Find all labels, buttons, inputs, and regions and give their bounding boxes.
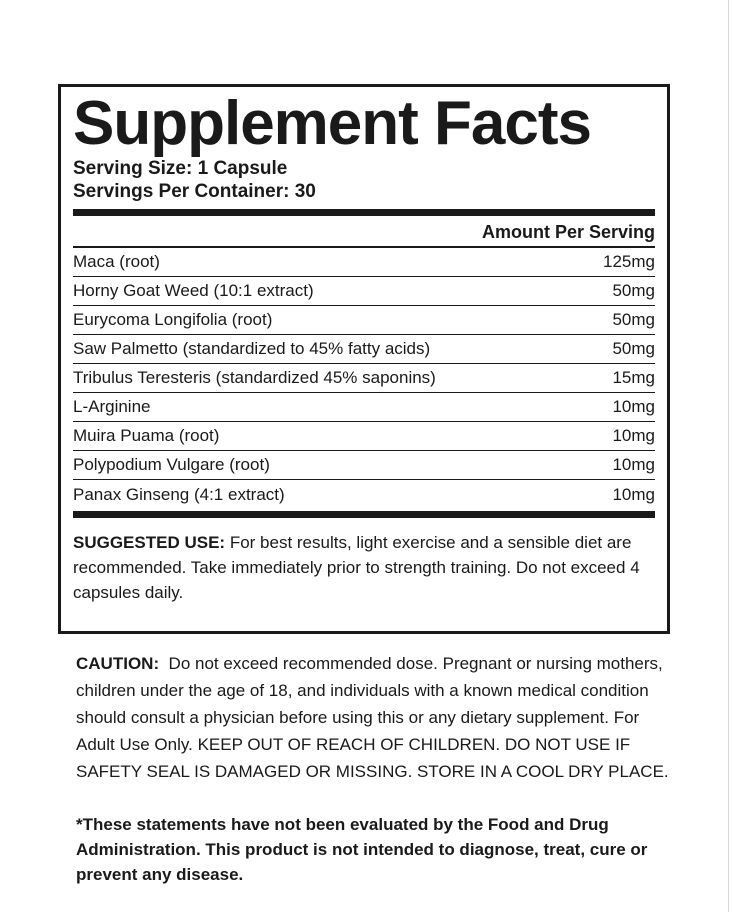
ingredient-name: L-Arginine [73, 397, 151, 416]
servings-per-container-value: 30 [294, 181, 316, 202]
ingredient-amount: 50mg [612, 339, 655, 358]
ingredient-amount: 15mg [612, 368, 655, 387]
caution-paragraph [76, 650, 676, 785]
ingredient-amount: 125mg [603, 252, 655, 271]
page-edge-divider [728, 0, 729, 912]
serving-size: Serving Size: 1 Capsule [73, 158, 288, 179]
ingredient-amount: 50mg [612, 310, 655, 329]
fda-disclaimer: *These statements have not been evaluated by the Food and Drug Administration. This product is not intended to diagnose, treat, cure or prevent any disease. [76, 815, 648, 884]
ingredient-name: Panax Ginseng (4:1 extract) [73, 484, 285, 504]
caution-text: Do not exceed recommended dose. Pregnant or nursing mothers, children under the age of 18, and individuals with a known medical condition should consult a physician before using this or any dietary supplement. For Adult Use Only. KEEP OUT OF REACH OF CHILDREN. DO NOT USE IF SAFETY SEAL IS DAMAGED OR MISSING. STORE IN A COOL DRY PLACE. [76, 654, 669, 781]
ingredient-amount: 10mg [612, 397, 655, 416]
table-row [73, 393, 655, 422]
ingredient-amount: 10mg [612, 426, 655, 445]
bottom-thick-rule [73, 511, 655, 518]
suggested-use-label: SUGGESTED USE: [73, 533, 226, 552]
table-row [73, 335, 655, 364]
panel-title: Supplement Facts [73, 89, 591, 158]
ingredient-name: Muira Puama (root) [73, 426, 220, 445]
ingredient-amount: 50mg [612, 281, 655, 300]
ingredient-amount: 10mg [612, 484, 655, 504]
servings-per-container [73, 180, 655, 203]
table-row [73, 306, 655, 335]
ingredient-table [73, 248, 655, 509]
table-row [73, 248, 655, 277]
suggested-use [73, 530, 655, 605]
ingredient-name: Saw Palmetto (standardized to 45% fatty acids) [73, 339, 431, 358]
caution-label: CAUTION: [76, 654, 160, 673]
table-row [73, 451, 655, 480]
suggested-use-text: For best results, light exercise and a sensible diet are recommended. Take immediately prior to strength training. Do not exceed 4 capsules daily. [73, 533, 640, 602]
ingredient-name: Horny Goat Weed (10:1 extract) [73, 281, 314, 300]
ingredient-name: Tribulus Teresteris (standardized 45% saponins) [73, 368, 436, 387]
ingredient-name: Eurycoma Longifolia (root) [73, 310, 273, 329]
table-row [73, 480, 655, 509]
ingredient-amount: 10mg [612, 455, 655, 474]
amount-per-serving-header: Amount Per Serving [73, 216, 655, 248]
servings-per-container-label: Servings Per Container: [73, 181, 290, 202]
top-thick-rule [73, 209, 655, 216]
supplement-facts-panel [58, 84, 670, 634]
ingredient-name: Maca (root) [73, 252, 160, 271]
table-row [73, 422, 655, 451]
table-row [73, 364, 655, 393]
table-row [73, 277, 655, 306]
ingredient-name: Polypodium Vulgare (root) [73, 455, 270, 474]
